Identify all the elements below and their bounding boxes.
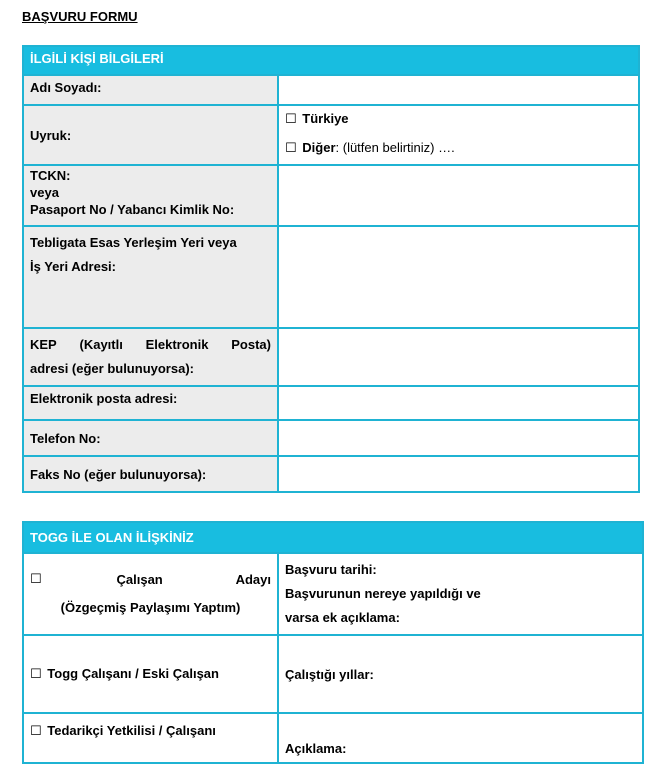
candidate-word1: Çalışan xyxy=(116,572,163,587)
section-header-relationship: TOGG İLE OLAN İLİŞKİNİZ xyxy=(23,522,643,553)
checkbox-other[interactable]: ☐ xyxy=(285,141,297,156)
employee-label: Togg Çalışanı / Eski Çalışan xyxy=(47,666,219,681)
checkbox-employee[interactable]: ☐ xyxy=(30,667,42,682)
field-email[interactable] xyxy=(278,386,639,420)
label-phone: Telefon No: xyxy=(23,420,278,456)
option-candidate xyxy=(23,553,278,635)
application-where-line2: varsa ek açıklama: xyxy=(285,610,400,625)
option-supplier xyxy=(23,713,278,763)
label-kep-word1: KEP xyxy=(30,337,57,352)
candidate-word2: Adayı xyxy=(235,572,271,587)
field-years-worked[interactable] xyxy=(278,635,643,713)
label-kep-word3: Elektronik xyxy=(145,337,209,352)
supplier-label: Tedarikçi Yetkilisi / Çalışanı xyxy=(47,723,216,738)
form-title: BAŞVURU FORMU xyxy=(22,9,138,24)
label-id-line2: veya xyxy=(30,185,59,200)
field-kep[interactable] xyxy=(278,328,639,386)
checkbox-candidate[interactable]: ☐ xyxy=(30,572,42,587)
checkbox-supplier[interactable]: ☐ xyxy=(30,724,42,739)
label-id xyxy=(23,165,278,226)
relationship-table xyxy=(22,521,644,764)
field-address[interactable] xyxy=(278,226,639,328)
field-phone[interactable] xyxy=(278,420,639,456)
section-header-contact: İLGİLİ KİŞİ BİLGİLERİ xyxy=(23,46,639,75)
application-date-label: Başvuru tarihi: xyxy=(285,562,377,577)
label-id-line3: Pasaport No / Yabancı Kimlik No: xyxy=(30,202,235,217)
label-id-line1: TCKN: xyxy=(30,168,71,183)
label-address-line1: Tebligata Esas Yerleşim Yeri veya xyxy=(30,235,237,250)
option-other-label: Diğer xyxy=(302,140,336,155)
contact-info-table xyxy=(22,45,640,493)
label-kep xyxy=(23,328,278,386)
field-fax[interactable] xyxy=(278,456,639,492)
option-other-note: : (lütfen belirtiniz) …. xyxy=(335,140,455,155)
label-fax: Faks No (eğer bulunuyorsa): xyxy=(23,456,278,492)
years-worked-label: Çalıştığı yıllar: xyxy=(285,666,374,682)
field-id[interactable] xyxy=(278,165,639,226)
label-kep-word4: Posta) xyxy=(231,337,271,352)
label-email: Elektronik posta adresi: xyxy=(23,386,278,420)
field-name[interactable] xyxy=(278,75,639,105)
label-kep-word2: (Kayıtlı xyxy=(79,337,123,352)
field-explanation[interactable] xyxy=(278,713,643,763)
label-address-line2: İş Yeri Adresi: xyxy=(30,259,116,274)
label-name: Adı Soyadı: xyxy=(23,75,278,105)
field-nationality xyxy=(278,105,639,165)
candidate-line2: (Özgeçmiş Paylaşımı Yaptım) xyxy=(60,600,241,615)
label-address xyxy=(23,226,278,328)
application-where-line1: Başvurunun nereye yapıldığı ve xyxy=(285,586,481,601)
field-application[interactable] xyxy=(278,553,643,635)
explanation-label: Açıklama: xyxy=(285,741,347,756)
option-turkey-label: Türkiye xyxy=(302,111,349,126)
checkbox-turkey[interactable]: ☐ xyxy=(285,112,297,127)
label-nationality: Uyruk: xyxy=(23,105,278,165)
option-employee xyxy=(23,635,278,713)
label-kep-line2: adresi (eğer bulunuyorsa): xyxy=(30,361,194,376)
